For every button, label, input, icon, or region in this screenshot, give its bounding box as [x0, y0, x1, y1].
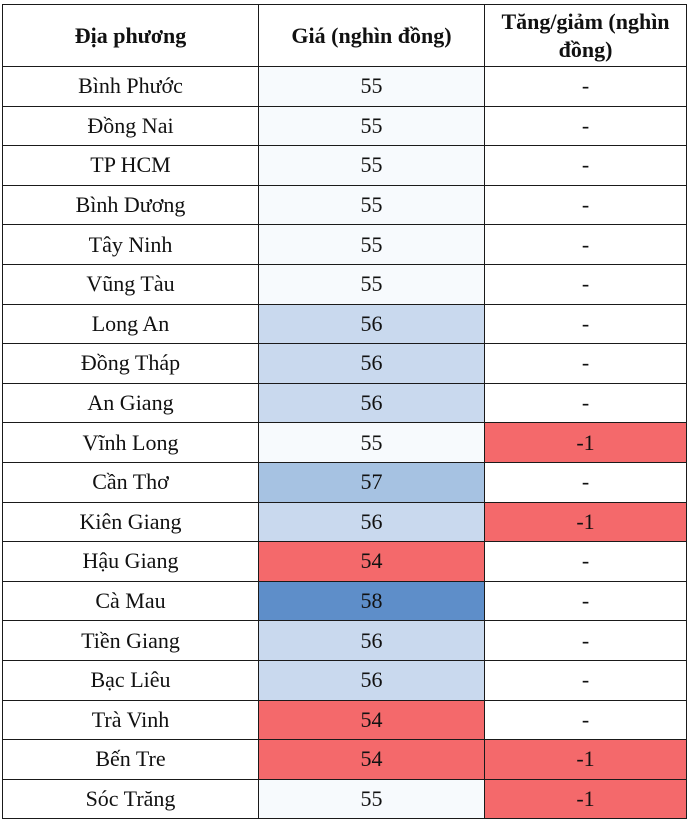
- table-row: [3, 423, 687, 463]
- locality-cell: Tiền Giang: [3, 621, 259, 661]
- table-row: [3, 67, 687, 107]
- change-cell: -: [485, 304, 687, 344]
- change-cell: -1: [485, 502, 687, 542]
- change-cell: -: [485, 264, 687, 304]
- table-row: [3, 462, 687, 502]
- locality-cell: Vĩnh Long: [3, 423, 259, 463]
- table-row: [3, 146, 687, 186]
- locality-cell: Bình Phước: [3, 67, 259, 107]
- table-row: [3, 185, 687, 225]
- change-cell: -1: [485, 779, 687, 819]
- locality-cell: Sóc Trăng: [3, 779, 259, 819]
- table-row: [3, 344, 687, 384]
- table-row: [3, 264, 687, 304]
- price-cell: 54: [259, 740, 485, 780]
- price-cell: 58: [259, 581, 485, 621]
- price-cell: 55: [259, 146, 485, 186]
- locality-cell: TP HCM: [3, 146, 259, 186]
- change-cell: -: [485, 700, 687, 740]
- livestock-price-table: [2, 4, 687, 819]
- table-row: [3, 581, 687, 621]
- locality-cell: Bến Tre: [3, 740, 259, 780]
- change-cell: -: [485, 383, 687, 423]
- price-cell: 56: [259, 383, 485, 423]
- locality-cell: Bình Dương: [3, 185, 259, 225]
- change-cell: -: [485, 106, 687, 146]
- locality-cell: An Giang: [3, 383, 259, 423]
- price-cell: 56: [259, 344, 485, 384]
- locality-cell: Đồng Tháp: [3, 344, 259, 384]
- locality-cell: Long An: [3, 304, 259, 344]
- locality-cell: Kiên Giang: [3, 502, 259, 542]
- price-cell: 56: [259, 502, 485, 542]
- price-cell: 56: [259, 304, 485, 344]
- locality-cell: Tây Ninh: [3, 225, 259, 265]
- header-row: [3, 5, 687, 67]
- table-row: [3, 660, 687, 700]
- price-cell: 55: [259, 264, 485, 304]
- table-row: [3, 106, 687, 146]
- change-cell: -: [485, 581, 687, 621]
- table-row: [3, 225, 687, 265]
- price-cell: 57: [259, 462, 485, 502]
- locality-cell: Đồng Nai: [3, 106, 259, 146]
- header-change: Tăng/giảm (nghìn đồng): [485, 5, 687, 67]
- price-cell: 54: [259, 542, 485, 582]
- table-row: [3, 304, 687, 344]
- change-cell: -: [485, 344, 687, 384]
- change-cell: -: [485, 146, 687, 186]
- locality-cell: Cà Mau: [3, 581, 259, 621]
- table-row: [3, 542, 687, 582]
- change-cell: -: [485, 185, 687, 225]
- table-row: [3, 383, 687, 423]
- price-cell: 55: [259, 67, 485, 107]
- locality-cell: Vũng Tàu: [3, 264, 259, 304]
- locality-cell: Cần Thơ: [3, 462, 259, 502]
- change-cell: -: [485, 660, 687, 700]
- change-cell: -1: [485, 740, 687, 780]
- table-row: [3, 502, 687, 542]
- price-cell: 55: [259, 225, 485, 265]
- change-cell: -: [485, 621, 687, 661]
- header-price: Giá (nghìn đồng): [259, 5, 485, 67]
- locality-cell: Bạc Liêu: [3, 660, 259, 700]
- price-cell: 55: [259, 106, 485, 146]
- change-cell: -: [485, 542, 687, 582]
- table-body: [3, 67, 687, 819]
- header-locality: Địa phương: [3, 5, 259, 67]
- change-cell: -1: [485, 423, 687, 463]
- change-cell: -: [485, 225, 687, 265]
- price-cell: 55: [259, 779, 485, 819]
- table-row: [3, 621, 687, 661]
- locality-cell: Hậu Giang: [3, 542, 259, 582]
- table-row: [3, 740, 687, 780]
- price-cell: 54: [259, 700, 485, 740]
- change-cell: -: [485, 462, 687, 502]
- change-cell: -: [485, 67, 687, 107]
- price-cell: 56: [259, 621, 485, 661]
- price-cell: 56: [259, 660, 485, 700]
- table-row: [3, 700, 687, 740]
- locality-cell: Trà Vinh: [3, 700, 259, 740]
- price-cell: 55: [259, 185, 485, 225]
- price-cell: 55: [259, 423, 485, 463]
- table-header: [3, 5, 687, 67]
